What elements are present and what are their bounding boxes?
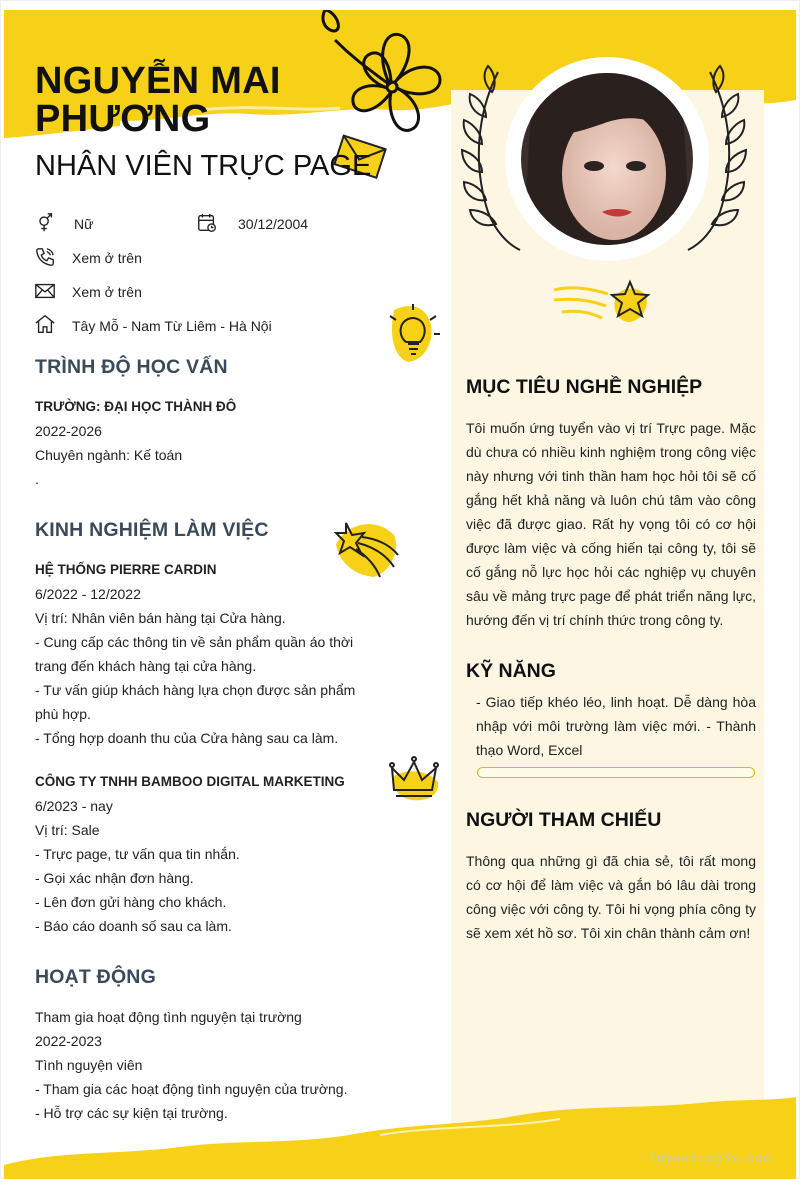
job-2-company: CÔNG TY TNHH BAMBOO DIGITAL MARKETING	[35, 774, 345, 789]
career-objective-heading: MỤC TIÊU NGHỀ NGHIỆP	[466, 376, 703, 398]
skill-level-bar	[477, 767, 755, 778]
email-value: Xem ở trên	[72, 284, 142, 300]
activity-line: 2022-2023	[35, 1033, 102, 1049]
job-2-detail: - Báo cáo doanh số sau ca làm.	[35, 918, 232, 934]
job-2-detail: - Lên đơn gửi hàng cho khách.	[35, 894, 227, 910]
crown-doodle-icon	[388, 754, 442, 804]
job-1-role: Vị trí: Nhân viên bán hàng tại Cửa hàng.	[35, 610, 286, 626]
lightbulb-doodle-icon	[386, 300, 446, 370]
home-icon	[34, 313, 56, 335]
activities-heading: HOẠT ĐỘNG	[35, 966, 156, 988]
avatar	[502, 54, 712, 264]
watermark: tuyendung3s.com	[648, 1151, 772, 1165]
activities-block	[35, 1005, 415, 1125]
references-heading: NGƯỜI THAM CHIẾU	[466, 809, 662, 831]
job-entry-2	[35, 770, 365, 938]
job-1-detail: phù hợp.	[35, 706, 91, 722]
job-1-detail: - Tổng hợp doanh thu của Cửa hàng sau ca làm.	[35, 730, 339, 746]
phone-value: Xem ở trên	[72, 250, 142, 266]
email-icon	[34, 280, 56, 302]
skills-heading: KỸ NĂNG	[466, 660, 556, 682]
job-2-detail: - Trực page, tư vấn qua tin nhắn.	[35, 846, 240, 862]
activity-line: - Tham gia các hoạt động tình nguyện của trường.	[35, 1081, 348, 1097]
skills-text: - Giao tiếp khéo léo, linh hoạt. Dễ dàng hòa nhập với môi trường làm việc mới. - Thành thạo Word, Excel	[476, 694, 756, 758]
job-1-detail: trang đến khách hàng tại cửa hàng.	[35, 658, 257, 674]
education-note: .	[35, 471, 39, 487]
experience-heading: KINH NGHIỆM LÀM VIỆC	[35, 519, 269, 541]
job-position-title: NHÂN VIÊN TRỰC PAGE	[35, 150, 372, 182]
phone-icon	[34, 246, 56, 268]
calendar-icon	[196, 212, 218, 234]
candidate-name: NGUYỄN MAI PHƯƠNG	[35, 60, 281, 140]
job-2-detail: - Gọi xác nhận đơn hàng.	[35, 870, 194, 886]
activity-line: Tình nguyện viên	[35, 1057, 143, 1073]
job-1-detail: - Tư vấn giúp khách hàng lựa chọn được sản phẩm	[35, 682, 356, 698]
education-period: 2022-2026	[35, 423, 102, 439]
job-1-company: HỆ THỐNG PIERRE CARDIN	[35, 562, 217, 577]
activity-line: - Hỗ trợ các sự kiện tại trường.	[35, 1105, 228, 1121]
gender-icon	[34, 212, 56, 234]
school-name: TRƯỜNG: ĐẠI HỌC THÀNH ĐÔ	[35, 399, 237, 414]
job-entry-1	[35, 558, 365, 750]
education-major: Chuyên ngành: Kế toán	[35, 447, 183, 463]
address-value: Tây Mỗ - Nam Từ Liêm - Hà Nội	[72, 318, 272, 334]
activity-line: Tham gia hoạt động tình nguyện tại trường	[35, 1009, 302, 1025]
career-objective-text: Tôi muốn ứng tuyển vào vị trí Trực page. Mặc dù chưa có nhiều kinh nghiệm trong công việc này nhưng với tinh thần ham học hỏi tôi sẽ cố gắng hết khả năng và luôn chú tâm vào công việc đã được giao. Rất hy vọng tôi có cơ hội được làm việc và cống hiến tại công ty, tôi sẽ cố gắng nỗ lực học hỏi các nghiệp vụ chuyên sâu về mảng trực page để phát triển năng lực, hướng đến vị trí chính thức trong công ty.	[466, 420, 756, 628]
job-2-role: Vị trí: Sale	[35, 822, 100, 838]
education-heading: TRÌNH ĐỘ HỌC VẤN	[35, 356, 228, 378]
birthday-value: 30/12/2004	[238, 216, 309, 232]
job-1-detail: - Cung cấp các thông tin về sản phẩm quần áo thời	[35, 634, 354, 650]
education-block	[35, 395, 236, 491]
references-text: Thông qua những gì đã chia sẻ, tôi rất mong có cơ hội để làm việc và gắn bó lâu dài trong công việc với công ty. Tôi hi vọng phía công ty sẽ xem xét hồ sơ. Tôi xin chân thành cảm ơn!	[466, 853, 756, 941]
job-1-period: 6/2022 - 12/2022	[35, 586, 141, 602]
star-doodle-icon	[550, 278, 655, 328]
job-2-period: 6/2023 - nay	[35, 798, 113, 814]
gender-value: Nữ	[74, 216, 94, 232]
